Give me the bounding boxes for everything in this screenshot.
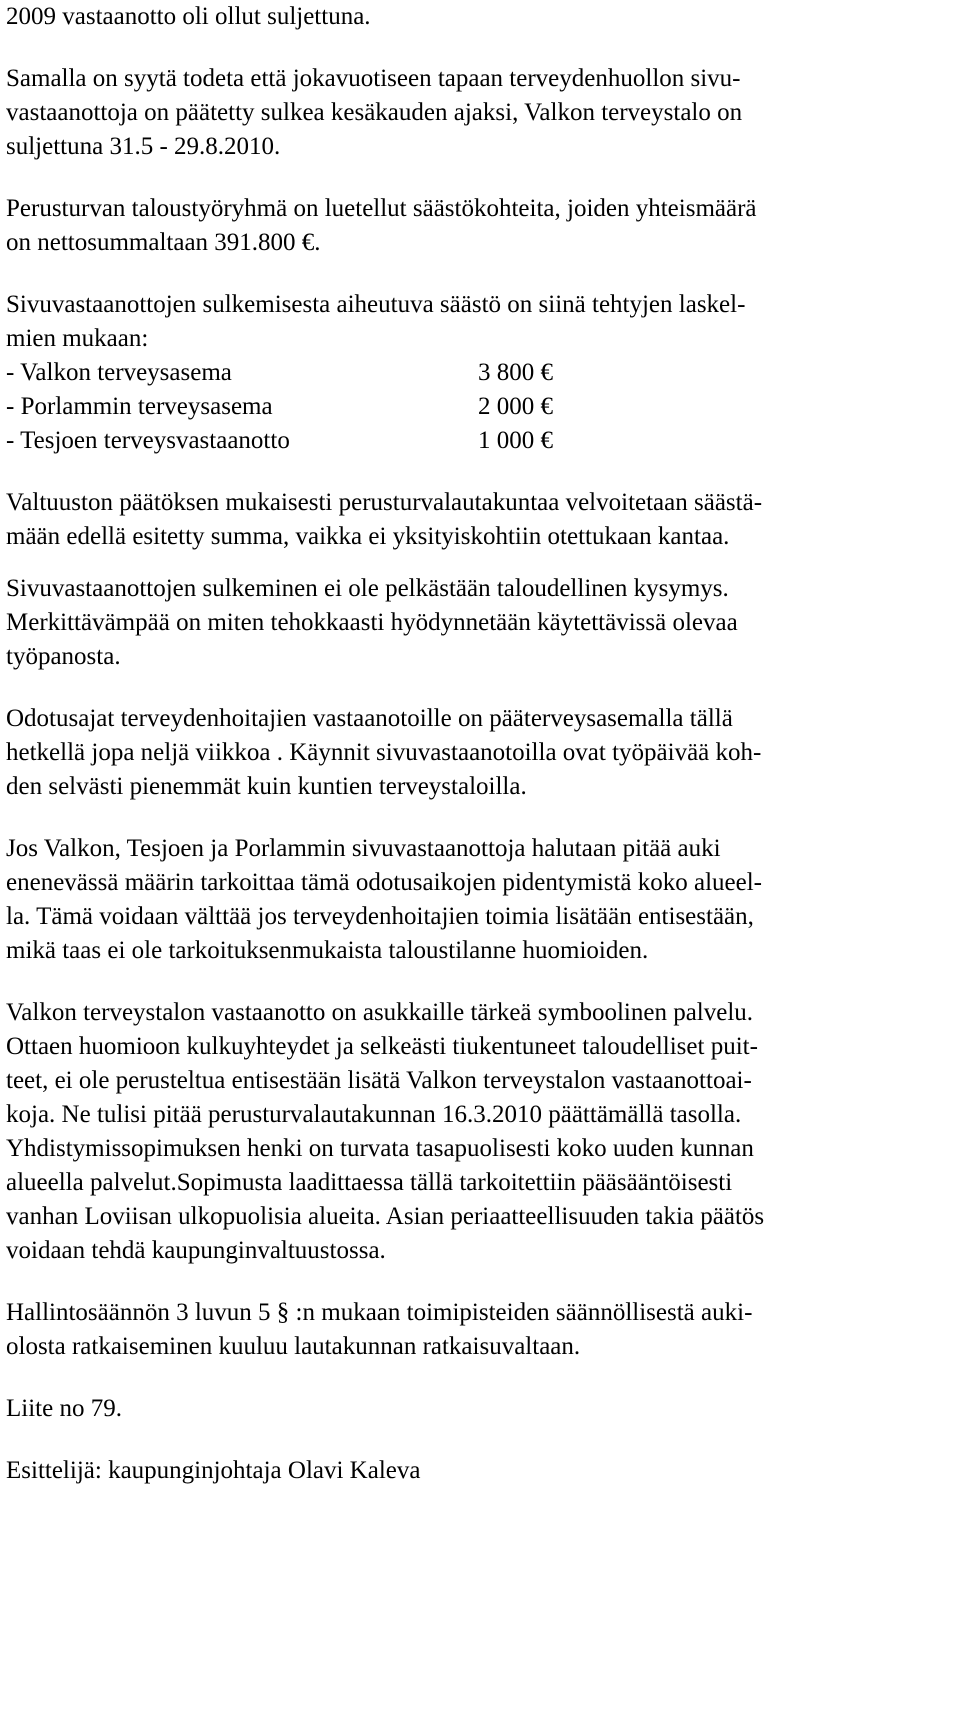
savings-location: - Porlammin terveysasema bbox=[6, 393, 273, 420]
text-line: Valtuuston päätöksen mukaisesti perusturvalautakuntaa velvoitetaan säästä- bbox=[6, 489, 763, 516]
text-line: Merkittävämpää on miten tehokkaasti hyödynnetään käytettävissä olevaa bbox=[6, 609, 738, 636]
savings-row bbox=[6, 356, 954, 390]
text-line: 2009 vastaanotto oli ollut suljettuna. bbox=[6, 3, 371, 30]
text-line: Valkon terveystalon vastaanotto on asukkaille tärkeä symboolinen palvelu. bbox=[6, 999, 754, 1026]
text-line: on nettosummaltaan 391.800 €. bbox=[6, 229, 321, 256]
text-line: Sivuvastaanottojen sulkeminen ei ole pelkästään taloudellinen kysymys. bbox=[6, 575, 729, 602]
savings-amount: 1 000 € bbox=[478, 427, 553, 454]
text-line: suljettuna 31.5 - 29.8.2010. bbox=[6, 133, 281, 160]
text-line: vastaanottoja on päätetty sulkea kesäkauden ajaksi, Valkon terveystalo on bbox=[6, 99, 743, 126]
text-line: Perusturvan taloustyöryhmä on luetellut säästökohteita, joiden yhteismäärä bbox=[6, 195, 757, 222]
text-line: alueella palvelut.Sopimusta laadittaessa tällä tarkoitettiin pääsääntöisesti bbox=[6, 1169, 733, 1196]
text-line: Yhdistymissopimuksen henki on turvata tasapuolisesti koko uuden kunnan bbox=[6, 1135, 754, 1162]
text-line: voidaan tehdä kaupunginvaltuustossa. bbox=[6, 1237, 386, 1264]
savings-row bbox=[6, 390, 954, 424]
text-line: olosta ratkaiseminen kuuluu lautakunnan ratkaisuvaltaan. bbox=[6, 1333, 581, 1360]
text-line: teet, ei ole perusteltua entisestään lisätä Valkon terveystalon vastaanottoai- bbox=[6, 1067, 752, 1094]
savings-row bbox=[6, 424, 954, 458]
text-line: den selvästi pienemmät kuin kuntien terveystaloilla. bbox=[6, 773, 527, 800]
text-line: Jos Valkon, Tesjoen ja Porlammin sivuvastaanottoja halutaan pitää auki bbox=[6, 835, 721, 862]
text-line: Ottaen huomioon kulkuyhteydet ja selkeästi tiukentuneet taloudelliset puit- bbox=[6, 1033, 758, 1060]
document-page bbox=[6, 0, 954, 1488]
text-line: Sivuvastaanottojen sulkemisesta aiheutuva säästö on siinä tehtyjen laskel- bbox=[6, 291, 746, 318]
savings-amount: 3 800 € bbox=[478, 359, 553, 386]
text-line: Odotusajat terveydenhoitajien vastaanotoille on pääterveysasemalla tällä bbox=[6, 705, 733, 732]
savings-amount: 2 000 € bbox=[478, 393, 553, 420]
savings-location: - Valkon terveysasema bbox=[6, 359, 232, 386]
text-line: mikä taas ei ole tarkoituksenmukaista taloustilanne huomioiden. bbox=[6, 937, 649, 964]
text-line: Samalla on syytä todeta että jokavuotiseen tapaan terveydenhuollon sivu- bbox=[6, 65, 741, 92]
text-line: koja. Ne tulisi pitää perusturvalautakunnan 16.3.2010 päättämällä tasolla. bbox=[6, 1101, 742, 1128]
text-line: mään edellä esitetty summa, vaikka ei yksityiskohtiin otettukaan kantaa. bbox=[6, 523, 730, 550]
attachment-reference: Liite no 79. bbox=[6, 1395, 122, 1422]
text-line: mien mukaan: bbox=[6, 325, 149, 352]
text-line: työpanosta. bbox=[6, 643, 121, 670]
text-line: enenevässä määrin tarkoittaa tämä odotusaikojen pidentymistä koko alueel- bbox=[6, 869, 762, 896]
text-line: la. Tämä voidaan välttää jos terveydenhoitajien toimia lisätään entisestään, bbox=[6, 903, 754, 930]
presenter-line: Esittelijä: kaupunginjohtaja Olavi Kaleva bbox=[6, 1457, 421, 1484]
text-line: hetkellä jopa neljä viikkoa . Käynnit sivuvastaanotoilla ovat työpäivää koh- bbox=[6, 739, 762, 766]
text-line: vanhan Loviisan ulkopuolisia alueita. Asian periaatteellisuuden takia päätös bbox=[6, 1203, 765, 1230]
savings-location: - Tesjoen terveysvastaanotto bbox=[6, 427, 290, 454]
text-line: Hallintosäännön 3 luvun 5 § :n mukaan toimipisteiden säännöllisestä auki- bbox=[6, 1299, 753, 1326]
